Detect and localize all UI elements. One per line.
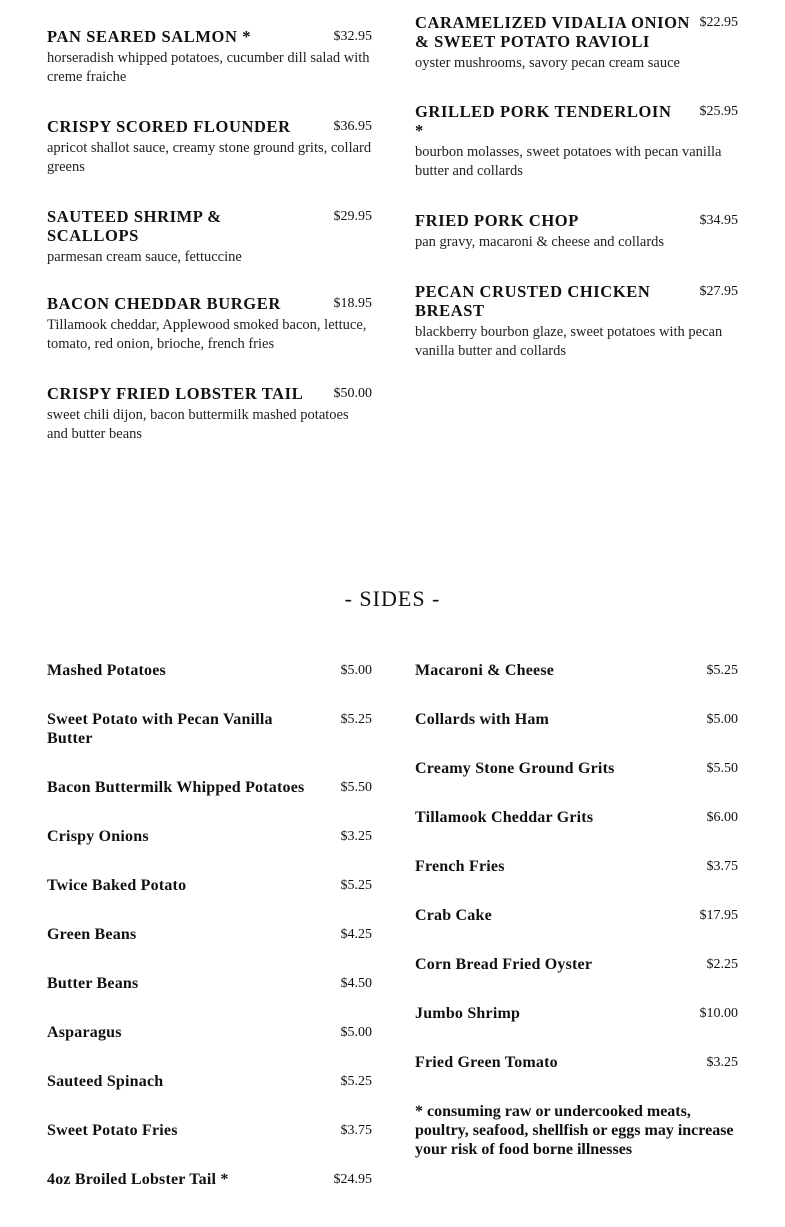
side-item [47, 925, 372, 944]
item-price: $25.95 [699, 104, 738, 119]
side-price: $4.50 [340, 976, 372, 991]
side-item [415, 808, 738, 827]
side-item [47, 661, 372, 680]
entrees-left-column [47, 27, 372, 444]
side-name: French Fries [415, 858, 505, 875]
item-name: CRISPY SCORED FLOUNDER [47, 117, 291, 136]
side-price: $5.00 [340, 1025, 372, 1040]
side-item [47, 827, 372, 846]
side-name: Sauteed Spinach [47, 1073, 164, 1090]
side-item [415, 661, 738, 680]
item-description: oyster mushrooms, savory pecan cream sauce [415, 55, 680, 71]
side-item [47, 1170, 372, 1189]
side-name: Collards with Ham [415, 711, 550, 728]
side-price: $4.25 [340, 927, 372, 942]
item-description: sweet chili dijon, bacon buttermilk mashed potatoes and butter beans [47, 407, 349, 442]
menu-item [47, 117, 372, 177]
side-price: $3.75 [706, 859, 738, 874]
item-price: $50.00 [333, 386, 372, 401]
side-price: $3.25 [340, 829, 372, 844]
item-description: Tillamook cheddar, Applewood smoked bacon, lettuce, tomato, red onion, brioche, french fries [47, 317, 367, 352]
item-description: blackberry bourbon glaze, sweet potatoes with pecan vanilla butter and collards [415, 324, 723, 359]
side-name: Mashed Potatoes [47, 662, 166, 679]
side-price: $3.25 [706, 1055, 738, 1070]
side-price: $5.50 [706, 761, 738, 776]
item-name: GRILLED PORK TENDERLOIN * [415, 102, 672, 140]
side-name: Fried Green Tomato [415, 1054, 558, 1071]
sides-left-column [47, 661, 372, 1219]
item-description: bourbon molasses, sweet potatoes with pecan vanilla butter and collards [415, 144, 722, 179]
side-price: $5.25 [340, 1074, 372, 1089]
item-name: PAN SEARED SALMON * [47, 27, 252, 46]
item-name: PECAN CRUSTED CHICKEN BREAST [415, 282, 651, 320]
menu-item [415, 211, 738, 252]
side-item [415, 759, 738, 778]
item-description: apricot shallot sauce, creamy stone ground grits, collard greens [47, 140, 372, 175]
item-price: $32.95 [333, 29, 372, 44]
side-name: Sweet Potato Fries [47, 1122, 178, 1139]
side-name: Tillamook Cheddar Grits [415, 809, 594, 826]
side-price: $10.00 [699, 1006, 738, 1021]
side-price: $2.25 [706, 957, 738, 972]
side-name: Crispy Onions [47, 828, 149, 845]
side-item [47, 1023, 372, 1042]
side-item [47, 1072, 372, 1091]
side-price: $5.25 [340, 712, 372, 727]
allergy-footnote: * consuming raw or undercooked meats, poultry, seafood, shellfish or eggs may increase your risk of food borne illnesses [415, 1103, 734, 1158]
sides-heading: - SIDES - [344, 586, 441, 611]
side-name: Macaroni & Cheese [415, 662, 555, 679]
menu-item [47, 27, 372, 87]
side-price: $17.95 [699, 908, 738, 923]
item-price: $36.95 [333, 119, 372, 134]
side-price: $24.95 [333, 1172, 372, 1187]
side-name: Asparagus [47, 1024, 122, 1041]
item-name: CRISPY FRIED LOBSTER TAIL [47, 384, 304, 403]
side-name: Crab Cake [415, 907, 492, 924]
side-item [47, 778, 372, 797]
side-name: Green Beans [47, 926, 137, 943]
item-name: FRIED PORK CHOP [415, 211, 579, 230]
menu-item [47, 384, 372, 444]
menu-item [47, 207, 372, 267]
item-price: $22.95 [699, 15, 738, 30]
side-price: $5.00 [706, 712, 738, 727]
side-name: 4oz Broiled Lobster Tail * [47, 1171, 229, 1188]
side-name: Butter Beans [47, 975, 139, 992]
side-name: Bacon Buttermilk Whipped Potatoes [47, 779, 305, 796]
item-description: horseradish whipped potatoes, cucumber dill salad with creme fraiche [47, 50, 370, 85]
menu-item [47, 294, 372, 354]
side-price: $3.75 [340, 1123, 372, 1138]
menu-item [415, 282, 738, 361]
item-price: $27.95 [699, 284, 738, 299]
side-item [415, 955, 738, 974]
side-name: Corn Bread Fried Oyster [415, 956, 593, 973]
side-price: $6.00 [706, 810, 738, 825]
item-description: parmesan cream sauce, fettuccine [47, 249, 242, 265]
item-price: $29.95 [333, 209, 372, 224]
item-name: CARAMELIZED VIDALIA ONION & SWEET POTATO RAVIOLI [415, 13, 691, 51]
side-item [415, 1004, 738, 1023]
side-item [47, 1121, 372, 1140]
side-item [415, 857, 738, 876]
side-item [415, 906, 738, 925]
side-name: Jumbo Shrimp [415, 1005, 521, 1022]
side-item [415, 710, 738, 729]
side-item [47, 974, 372, 993]
item-name: SAUTEED SHRIMP & SCALLOPS [47, 207, 222, 245]
side-price: $5.25 [340, 878, 372, 893]
entrees-right-column [415, 13, 738, 361]
side-price: $5.25 [706, 663, 738, 678]
item-name: BACON CHEDDAR BURGER [47, 294, 281, 313]
side-item [415, 1053, 738, 1072]
side-name: Sweet Potato with Pecan Vanilla Butter [47, 711, 273, 747]
menu-item [415, 13, 738, 73]
side-price: $5.50 [340, 780, 372, 795]
item-price: $34.95 [699, 213, 738, 228]
item-price: $18.95 [333, 296, 372, 311]
side-name: Twice Baked Potato [47, 877, 187, 894]
side-item [47, 876, 372, 895]
menu-item [415, 102, 738, 181]
side-price: $5.00 [340, 663, 372, 678]
side-name: Creamy Stone Ground Grits [415, 760, 615, 777]
item-description: pan gravy, macaroni & cheese and collards [415, 234, 665, 250]
side-item [47, 710, 372, 748]
sides-right-column [415, 661, 738, 1159]
